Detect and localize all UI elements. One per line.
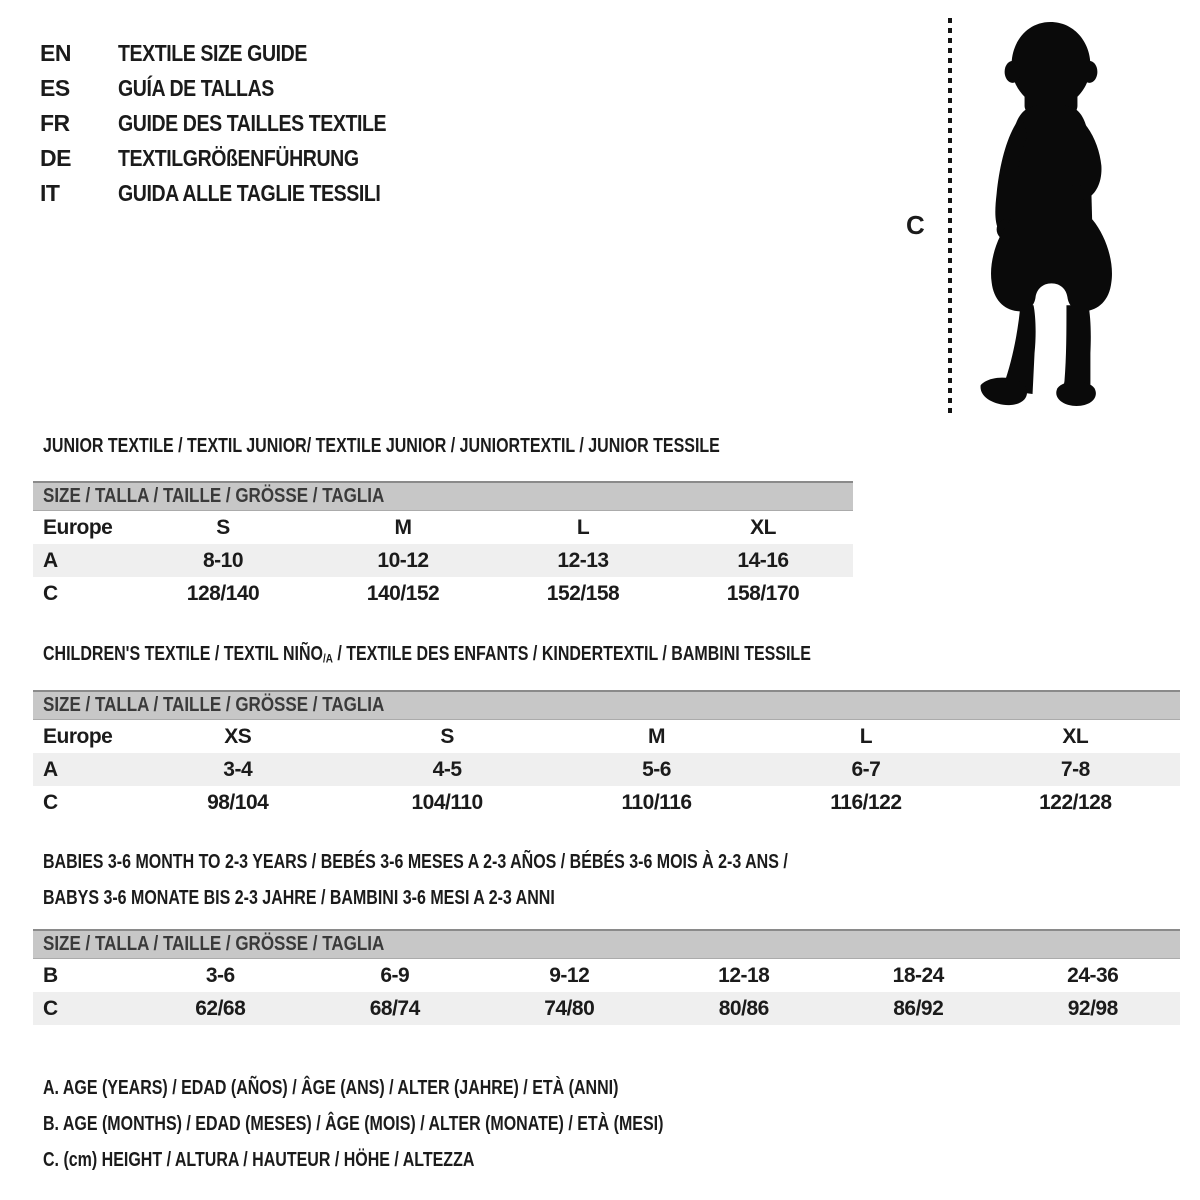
legend-line-a xyxy=(43,1070,819,1106)
children-size-header-bar xyxy=(33,690,1180,720)
junior-column-header-row xyxy=(33,511,853,544)
column-header: S xyxy=(440,724,454,748)
row-label: Europe xyxy=(43,724,113,748)
column-header: XL xyxy=(1062,724,1089,748)
children-column-header-row xyxy=(33,720,1180,753)
cell-value: 122/128 xyxy=(1039,790,1112,814)
children-heading-text xyxy=(43,643,811,670)
junior-row-height xyxy=(33,577,853,610)
children-size-table xyxy=(33,690,1180,819)
cell-value: 158/170 xyxy=(726,581,800,605)
cell-value: 4-5 xyxy=(432,757,462,781)
guide-title-it: GUIDA ALLE TAGLIE TESSILI xyxy=(118,180,381,206)
column-header: S xyxy=(216,515,230,539)
cell-value: 14-16 xyxy=(737,548,789,572)
children-row-age xyxy=(33,753,1180,786)
cell-value: 140/152 xyxy=(366,581,440,605)
row-label: B xyxy=(43,963,58,987)
cell-value: 6-7 xyxy=(851,757,881,781)
cell-value: 74/80 xyxy=(544,996,595,1020)
cell-value: 110/116 xyxy=(621,790,692,814)
guide-title-fr: GUIDE DES TAILLES TEXTILE xyxy=(118,110,387,136)
cell-value: 6-9 xyxy=(380,963,410,987)
language-title-list xyxy=(40,36,434,211)
junior-row-age xyxy=(33,544,853,577)
lang-row-fr xyxy=(40,106,434,141)
cell-value: 3-6 xyxy=(205,963,235,987)
column-header: M xyxy=(648,724,666,748)
babies-size-header-bar xyxy=(33,929,1180,959)
babies-section-heading-line2 xyxy=(43,887,683,909)
junior-heading-text: JUNIOR TEXTILE / TEXTIL JUNIOR/ TEXTILE JUNIOR / JUNIORTEXTIL / JUNIOR TESSILE xyxy=(43,435,720,457)
legend-line-c-text: C. (cm) HEIGHT / ALTURA / HAUTEUR / HÖHE / ALTEZZA xyxy=(43,1149,475,1171)
height-measure-label: C xyxy=(906,210,925,240)
size-header-text: SIZE / TALLA / TAILLE / GRÖSSE / TAGLIA xyxy=(43,933,385,955)
column-header: M xyxy=(394,515,412,539)
guide-title-es: GUÍA DE TALLAS xyxy=(118,75,274,101)
toddler-silhouette-icon xyxy=(962,14,1140,418)
cell-value: 98/104 xyxy=(207,790,269,814)
lang-code-fr: FR xyxy=(40,110,70,136)
cell-value: 3-4 xyxy=(223,757,253,781)
cell-value: 12-18 xyxy=(718,963,770,987)
cell-value: 10-12 xyxy=(377,548,429,572)
row-label: C xyxy=(43,996,58,1020)
cell-value: 86/92 xyxy=(893,996,944,1020)
legend-line-b-text: B. AGE (MONTHS) / EDAD (MESES) / ÂGE (MOIS) / ALTER (MONATE) / ETÀ (MESI) xyxy=(43,1113,664,1135)
lang-code-es: ES xyxy=(40,75,70,101)
size-header-text: SIZE / TALLA / TAILLE / GRÖSSE / TAGLIA xyxy=(43,694,385,716)
cell-value: 68/74 xyxy=(369,996,420,1020)
lang-row-es xyxy=(40,71,434,106)
babies-section-heading-line1 xyxy=(43,851,974,873)
junior-size-table xyxy=(33,481,853,610)
column-header: L xyxy=(576,515,590,539)
children-heading-post: / TEXTILE DES ENFANTS / KINDERTEXTIL / BAMBINI TESSILE xyxy=(332,643,811,665)
legend-line-c xyxy=(43,1142,819,1178)
legend-line-b xyxy=(43,1106,819,1142)
row-label: C xyxy=(43,581,58,605)
cell-value: 9-12 xyxy=(549,963,590,987)
row-label: A xyxy=(43,757,58,781)
lang-row-it xyxy=(40,176,434,211)
legend-line-a-text: A. AGE (YEARS) / EDAD (AÑOS) / ÂGE (ANS) / ALTER (JAHRE) / ETÀ (ANNI) xyxy=(43,1077,619,1099)
row-label: C xyxy=(43,790,58,814)
cell-value: 7-8 xyxy=(1060,757,1090,781)
lang-code-en: EN xyxy=(40,40,71,66)
children-section-heading xyxy=(43,643,1003,665)
size-header-text: SIZE / TALLA / TAILLE / GRÖSSE / TAGLIA xyxy=(43,485,385,507)
junior-size-header-bar xyxy=(33,481,853,511)
row-label: Europe xyxy=(43,515,113,539)
column-header: L xyxy=(859,724,873,748)
column-header: XS xyxy=(224,724,252,748)
cell-value: 8-10 xyxy=(202,548,244,572)
height-dashed-line xyxy=(948,18,952,417)
column-header: XL xyxy=(750,515,776,539)
babies-row-months xyxy=(33,959,1180,992)
cell-value: 24-36 xyxy=(1067,963,1119,987)
cell-value: 116/122 xyxy=(830,790,902,814)
junior-section-heading xyxy=(43,435,889,457)
babies-heading-line2-text: BABYS 3-6 MONATE BIS 2-3 JAHRE / BAMBINI 3-6 MESI A 2-3 ANNI xyxy=(43,887,555,909)
row-label: A xyxy=(43,548,58,572)
guide-title-de: TEXTILGRÖßENFÜHRUNG xyxy=(118,145,359,171)
cell-value: 92/98 xyxy=(1067,996,1118,1020)
cell-value: 80/86 xyxy=(718,996,769,1020)
cell-value: 5-6 xyxy=(642,757,671,781)
lang-code-it: IT xyxy=(40,180,60,206)
cell-value: 128/140 xyxy=(186,581,260,605)
babies-row-height xyxy=(33,992,1180,1025)
babies-heading-line1-text: BABIES 3-6 MONTH TO 2-3 YEARS / BEBÉS 3-6 MESES A 2-3 AÑOS / BÉBÉS 3-6 MOIS À 2-3 ANS / xyxy=(43,851,788,873)
guide-title-en: TEXTILE SIZE GUIDE xyxy=(118,40,307,66)
cell-value: 152/158 xyxy=(546,581,620,605)
cell-value: 104/110 xyxy=(411,790,483,814)
children-row-height xyxy=(33,786,1180,819)
children-heading-sub: /A xyxy=(322,651,333,666)
lang-row-de xyxy=(40,141,434,176)
cell-value: 12-13 xyxy=(557,548,609,572)
cell-value: 62/68 xyxy=(195,996,246,1020)
lang-code-de: DE xyxy=(40,145,71,171)
cell-value: 18-24 xyxy=(892,963,944,987)
children-heading-pre: CHILDREN'S TEXTILE / TEXTIL NIÑO xyxy=(43,643,323,665)
babies-size-table xyxy=(33,929,1180,1025)
lang-row-en xyxy=(40,36,434,71)
measure-legend xyxy=(43,1070,819,1178)
